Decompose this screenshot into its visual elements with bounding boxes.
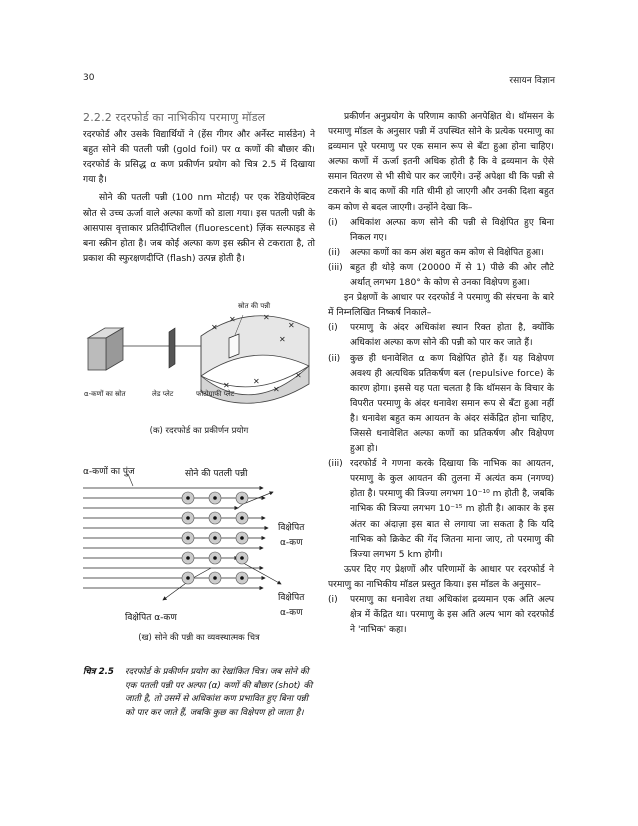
fig-b-label-deflected-bottom: विक्षेपित α-कण [125,613,177,623]
item-number: (i) [328,595,338,605]
svg-text:✕: ✕ [211,323,218,332]
fig-a-caption: (क) रदरफोर्ड का प्रकीर्णन प्रयोग [149,426,249,436]
svg-text:✕: ✕ [279,335,286,344]
svg-text:✕: ✕ [263,313,270,322]
fig-a-label-photo: फोटोग्राफी प्लेट [196,390,235,398]
right-column [328,110,554,638]
section-title: 2.2.2 रदरफोर्ड का नाभिकीय परमाणु मॉडल [83,111,266,124]
page-number: 30 [83,73,95,83]
right-paragraph-2: इन प्रेक्षणों के आधार पर रदरफोर्ड ने परमाणु की संरचना के बारे में निम्नलिखित निष्कर्ष निकाले– [328,293,554,319]
svg-text:✕: ✕ [273,385,280,394]
figure-caption-text: रदरफोर्ड के प्रकीर्णन प्रयोग का रेखांकित चित्र। जब सोने की एक पतली पन्नी पर अल्फा (α) कणों की बौछार (shot) की जाती है, तो उसमें से अधिकांश कण प्रभावित हुए बिना पन्नी को पार कर जाते हैं, जबकि कुछ का विक्षेपण हो जाता है। [125,667,313,718]
running-header: रसायन विज्ञान [509,76,555,86]
fig-a-label-foil: स्रोत की पन्नी [238,302,271,310]
item-number: (iii) [328,459,343,470]
fig-a-label-lead: लेड प्लेट [152,390,174,398]
observations-list [328,216,554,291]
svg-text:✕: ✕ [253,377,260,386]
right-paragraph-3: ऊपर दिए गए प्रेक्षणों और परिणामों के आधार पर रदरफोर्ड ने परमाणु का नाभिकीय मॉडल प्रस्तुत किया। इस मॉडल के अनुसार– [328,564,554,590]
item-text: परमाणु का धनावेश तथा अधिकांश द्रव्यमान एक अति अल्प क्षेत्र में केंद्रित था। परमाणु के इस अति अल्प भाग को रदरफोर्ड ने 'नाभिक' कहा। [350,595,554,636]
model-list [328,593,554,638]
fig-b-label-alpha-2: α-कण [280,608,303,618]
item-text: कुछ ही धनावेशित α कण विक्षेपित होते हैं। यह विक्षेपण अवश्य ही अत्यधिक प्रतिकर्षण बल (repulsive force) के कारण होगा। इससे यह पता चलता है कि थॉमसन के विचार के विपरीत परमाणु के अंदर धनावेश समान रूप से बँटा हुआ नहीं है। धनावेश बहुत कम आयतन के अंदर संकेंद्रित होना चाहिए, जिससे धनावेशित अल्फा कणों का प्रतिकर्षण और विक्षेपण हुआ हो। [350,353,554,455]
left-paragraph-1: रदरफोर्ड और उसके विद्यार्थियों ने (हेंस गीगर और अर्नेस्ट मार्सडेन) ने बहुत सोने की पतली पन्नी (gold foil) पर α कणों की बौछार की। रदरफोर्ड के प्रसिद्ध α कण प्रकीर्णन प्रयोग को चित्र 2.5 में दिखाया गया है। [83,130,315,186]
alpha-source-box [88,328,123,370]
alpha-particle-paths [83,488,281,600]
svg-text:✕: ✕ [229,315,236,324]
list-item [328,261,554,291]
list-item [328,246,554,261]
fig-b-label-foil: सोने की पतली पन्नी [185,469,248,479]
item-number: (i) [328,217,338,228]
list-item [328,593,554,638]
left-paragraph-2: सोने की पतली पन्नी (100 nm मोटाई) पर एक रेडियोऐक्टिव स्रोत से उच्च ऊर्जा वाले अल्फा कणों को डाला गया। इस पतली पन्नी के आसपास वृत्ताकार प्रतिदीप्तिशील (fluorescent) ज़िंक सल्फाइड से बना स्क्रीन होता है। जब कोई अल्फा कण इस स्क्रीन से टकराता है, तो प्रकाश की स्फुरक्षणदीप्ति (flash) उत्पन्न होती है। [83,193,315,264]
fig-a-label-source: α-कणों का स्रोत [84,390,126,398]
list-item [328,352,554,458]
fig-b-label-alpha-1: α-कण [280,538,303,548]
gold-foil [229,334,239,358]
item-text: परमाणु के अंदर अधिकांश स्थान रिक्त होता है, क्योंकि अधिकांश अल्फा कण सोने की पन्नी को पार कर जाते हैं। [350,323,554,349]
item-text: अल्फा कणों का कम अंश बहुत कम कोण से विक्षेपित हुआ। [350,247,544,258]
item-number: (ii) [328,353,341,364]
fig-b-label-deflected-1: विक्षेपित [278,523,305,533]
item-number: (iii) [328,262,343,273]
item-number: (ii) [328,247,341,258]
gold-atoms [182,492,248,584]
figure-label: चित्र 2.5 [83,667,114,677]
item-number: (i) [328,323,338,334]
right-paragraph-1: प्रकीर्णन अनुप्रयोग के परिणाम काफी अनपेक्षित थे। थॉमसन के परमाणु मॉडल के अनुसार पन्नी में उपस्थित सोने के प्रत्येक परमाणु का द्रव्यमान पूरे परमाणु पर एक समान रूप से बँटा हुआ होना चाहिए। अल्फा कणों में ऊर्जा इतनी अधिक होती है कि वे द्रव्यमान के ऐसे समान वितरण से भी सीधे पार कर जाएँगे। उन्हें अपेक्षा थी कि पन्नी से टकराने के बाद कणों की गति धीमी हो जाएगी और उनकी दिशा बहुत कम कोण से बदल जाएगी। उन्होंने देखा कि– [328,112,554,213]
conclusions-list [328,321,554,563]
item-text: रदरफोर्ड ने गणना करके दिखाया कि नाभिक का आयतन, परमाणु के कुल आयतन की तुलना में अत्यंत कम (नगण्य) होता है। परमाणु की त्रिज्या लगभग 10⁻¹⁰ m होती है, जबकि नाभिक की त्रिज्या लगभग 10⁻¹⁵ m होती है। आकार के इस अंतर का अंदाज़ा इस बात से लगाया जा सकता है कि यदि नाभिक को क्रिकेट की गेंद जितना माना जाए, तो परमाणु की त्रिज्या लगभग 5 km होगी। [350,459,554,560]
fig-b-label-beam: α-कणों का पुंज [83,467,135,477]
left-column [83,110,315,267]
item-text: बहुत ही थोड़े कण (20000 में से 1) पीछे की ओर लौटे अर्थात् लगभग 180° के कोण से उनका विक्षेपण हुआ। [350,262,554,289]
list-item [328,457,554,563]
lead-plate [169,328,175,368]
svg-text:✕: ✕ [295,371,302,380]
svg-text:✕: ✕ [288,321,295,330]
fig-b-label-deflected-2: विक्षेपित [278,593,305,603]
list-item [328,216,554,246]
list-item [328,321,554,351]
svg-text:✕: ✕ [223,381,230,390]
fig-b-caption: (ख) सोने की पन्नी का व्यवस्थात्मक चित्र [138,633,260,643]
item-text: अधिकांश अल्फा कण सोने की पन्नी से विक्षेपित हुए बिना निकल गए। [350,217,554,243]
